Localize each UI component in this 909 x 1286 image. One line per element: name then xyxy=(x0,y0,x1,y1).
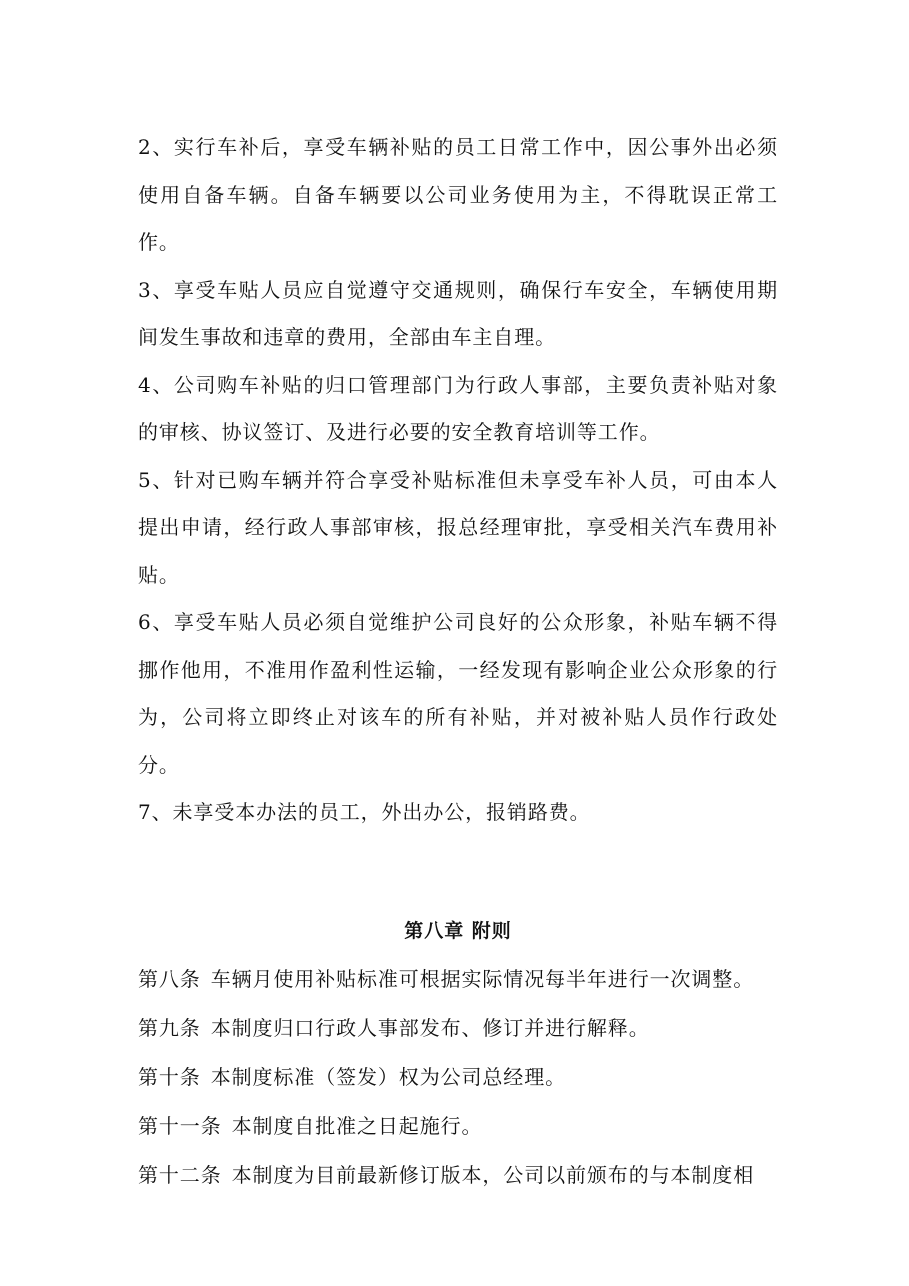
article-number: 第十一条 xyxy=(138,1113,222,1138)
article-text: 本制度为目前最新修订版本，公司以前颁布的与本制度相 xyxy=(231,1162,755,1187)
paragraph-item-4: 4、公司购车补贴的归口管理部门为行政人事部，主要负责补贴对象的审核、协议签订、及进行必要的安全教育培训等工作。 xyxy=(138,372,778,444)
article-12 xyxy=(138,1151,778,1200)
paragraph-item-3: 3、享受车贴人员应自觉遵守交通规则，确保行车安全，车辆使用期间发生事故和违章的费用，全部由车主自理。 xyxy=(138,277,778,349)
paragraph-item-7: 7、未享受本办法的员工，外出办公，报销路费。 xyxy=(138,800,591,824)
paragraph-item-5: 5、针对已购车辆并符合享受补贴标准但未享受车补人员，可由本人提出申请，经行政人事部审核，报总经理审批，享受相关汽车费用补贴。 xyxy=(138,467,778,587)
article-number: 第八条 xyxy=(138,966,201,991)
article-text: 本制度归口行政人事部发布、修订并进行解释。 xyxy=(210,1015,650,1040)
article-10 xyxy=(138,1053,778,1102)
article-number: 第十条 xyxy=(138,1064,201,1089)
paragraph-item-6: 6、享受车贴人员必须自觉维护公司良好的公众形象，补贴车辆不得挪作他用，不准用作盈利性运输，一经发现有影响企业公众形象的行为，公司将立即终止对该车的所有补贴，并对被补贴人员作行政处分。 xyxy=(138,610,778,777)
document-body xyxy=(138,124,778,1200)
section-spacer xyxy=(138,837,778,907)
article-9 xyxy=(138,1004,778,1053)
article-number: 第十二条 xyxy=(138,1162,222,1187)
paragraph-item-2: 2、实行车补后，享受车辆补贴的员工日常工作中，因公事外出必须使用自备车辆。自备车辆要以公司业务使用为主，不得耽误正常工作。 xyxy=(138,135,778,254)
article-11 xyxy=(138,1102,778,1151)
chapter-title: 第八章 附则 xyxy=(404,919,512,942)
article-8 xyxy=(138,955,778,1004)
article-text: 本制度标准（签发）权为公司总经理。 xyxy=(210,1064,567,1089)
article-number: 第九条 xyxy=(138,1015,201,1040)
article-text: 车辆月使用补贴标准可根据实际情况每半年进行一次调整。 xyxy=(210,966,755,991)
article-text: 本制度自批准之日起施行。 xyxy=(231,1113,483,1138)
